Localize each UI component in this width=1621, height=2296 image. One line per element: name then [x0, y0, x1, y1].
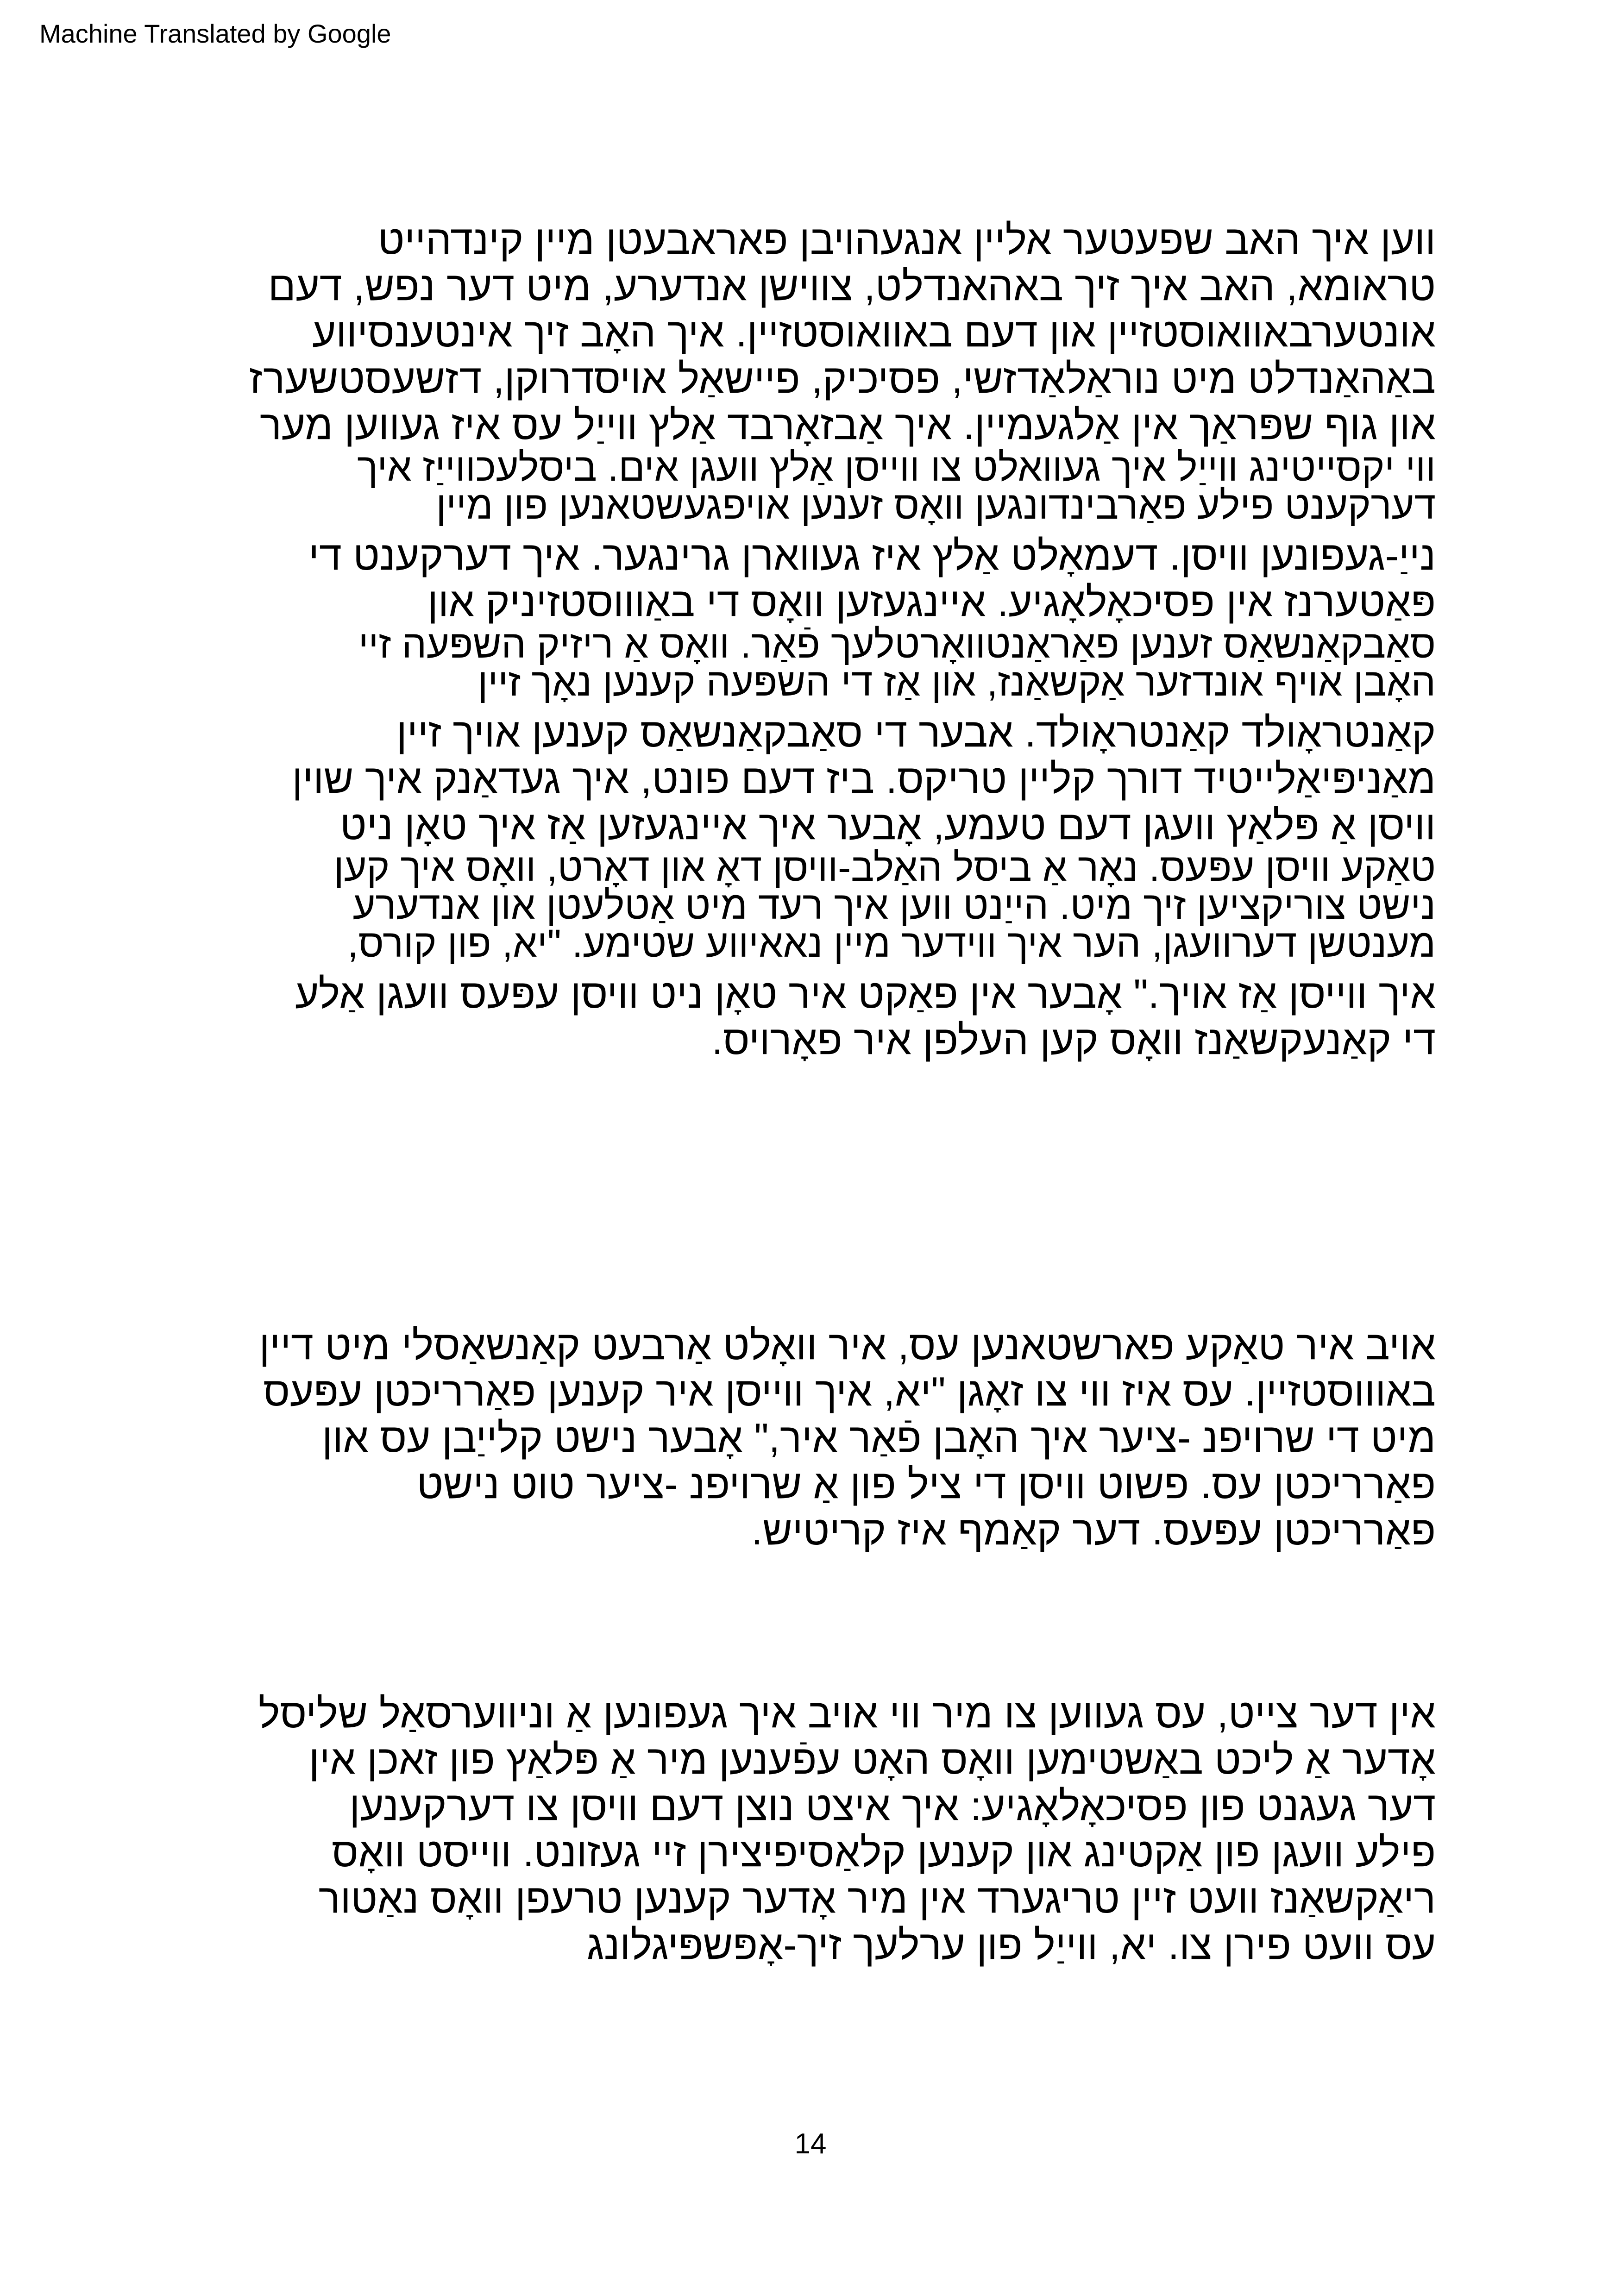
paragraph-line: טראומא, האב איך זיך באהאנדלט, צווישן אנדערע, מיט דער נפש, דעם — [268, 263, 1436, 309]
paragraph-line: אונטערבאוואוסטזיין און דעם באוואוסטזיין. איך האָב זיך אינטענסיווע — [312, 309, 1436, 355]
paragraph-line: אין דער צייט, עס געווען צו מיר ווי אויב איך געפונען אַ וניווערסאַל שליסל — [258, 1690, 1436, 1736]
paragraph-line: מענטשן דערוועגן, הער איך ווידער מיין נאאיווע שטימע. "יא, פון קורס, — [347, 922, 1436, 965]
paragraph-line: באוווסטזיין. עס איז ווי צו זאָגן "יא, איך ווייסן איר קענען פאַרריכטן עפּעס — [263, 1368, 1436, 1414]
paragraph-line: ווי יקסייטינג ווייַל איך געוואלט צו ווייסן אַלץ וועגן אים. ביסלעכווייַז איך — [357, 445, 1436, 489]
paragraph-line: עס וועט פירן צו. יא, ווייַל פון ערלעך זיך-אָפּשפּיגלונג — [587, 1922, 1436, 1968]
paragraph-line: דערקענט פילע פאַרבינדונגען וואָס זענען אויפגעשטאנען פון מיין — [436, 483, 1436, 527]
paragraph-line: טאַקע וויסן עפּעס. נאָר אַ ביסל האַלב-וויסן דאָ און דאָרט, וואָס איך קען — [333, 846, 1436, 889]
paragraph-line: איך ווייסן אַז אויך." אָבער אין פאַקט איר טאָן ניט וויסן עפּעס וועגן אַלע — [295, 971, 1436, 1016]
paragraph-line: ווען איך האב שפעטער אליין אנגעהויבן פאראבעטן מיין קינדהייט — [377, 217, 1436, 263]
paragraph-line: פּאַטערנז אין פסיכאָלאָגיע. איינגעזען וואָס די באַוווסטזיניק און — [427, 579, 1436, 625]
paragraph-line: סאַבקאַנשאַס זענען פאַראַנטוואָרטלעך פֿאַר. וואָס אַ ריזיק השפּעה זיי — [358, 622, 1436, 666]
paragraph-3 — [157, 1690, 1436, 1968]
paragraph-line: נייַ-געפונען וויסן. דעמאָלט אַלץ איז געווארן גרינגער. איך דערקענט די — [308, 533, 1436, 578]
paragraph-line: מאַניפּיאַלייטיד דורך קליין טריקס. ביז דעם פונט, איך געדאַנק איך שוין — [292, 756, 1436, 802]
paragraph-line: האָבן אויף אונדזער אַקשאַנז, און אַז די השפּעה קענען נאָך זיין — [478, 660, 1436, 704]
paragraph-1 — [157, 217, 1436, 1063]
paragraph-line: וויסן אַ פּלאַץ וועגן דעם טעמע, אָבער איך איינגעזען אַז איך טאָן ניט — [340, 802, 1436, 848]
page-number: 14 — [794, 2128, 827, 2160]
paragraph-line: אויב איר טאַקע פארשטאנען עס, איר וואָלט אַרבעט קאַנשאַסלי מיט דיין — [259, 1322, 1436, 1368]
machine-translation-label: Machine Translated by Google — [39, 19, 391, 48]
paragraph-line: דער געגנט פון פסיכאָלאָגיע: איך איצט נוצן דעם וויסן צו דערקענען — [349, 1783, 1436, 1829]
paragraph-line: ריאַקשאַנז וועט זיין טריגערד אין מיר אָדער קענען טרעפן וואָס נאַטור — [318, 1876, 1436, 1921]
paragraph-line: קאַנטראָולד קאַנטראָולד. אבער די סאַבקאַנשאַס קענען אויך זיין — [396, 709, 1436, 755]
paragraph-line: און גוף שפּראַך אין אַלגעמיין. איך אַבזאָרבד אַלץ ווייַל עס איז געווען מער — [260, 402, 1436, 448]
paragraph-line: מיט די שרויפנ -ציער איך האָבן פֿאַר איר," אָבער נישט קלייַבן עס און — [322, 1415, 1436, 1461]
paragraph-line: די קאַנעקשאַנז וואָס קען העלפן איר פאָרויס. — [711, 1017, 1436, 1063]
paragraph-line: פאַרריכטן עפּעס. דער קאַמף איז קריטיש. — [751, 1507, 1436, 1553]
paragraph-line: פאַרריכטן עס. פשוט וויסן די ציל פון אַ שרויפנ -ציער טוט נישט — [416, 1461, 1436, 1507]
paragraph-line: באַהאַנדלט מיט נוראַלאַדזשי, פסיכיק, פיישאַל אויסדרוקן, דזשעסטשערז — [249, 356, 1436, 401]
paragraph-line: אָדער אַ ליכט באַשטימען וואָס האָט עפֿענען מיר אַ פּלאַץ פון זאכן אין — [308, 1737, 1436, 1782]
paragraph-line: נישט צוריקציען זיך מיט. הייַנט ווען איך רעד מיט אַטלעטן און אנדערע — [352, 884, 1436, 927]
paragraph-2 — [157, 1322, 1436, 1554]
paragraph-line: פילע וועגן פון אַקטינג און קענען קלאַסיפיצירן זיי געזונט. ווייסט וואָס — [332, 1829, 1436, 1875]
